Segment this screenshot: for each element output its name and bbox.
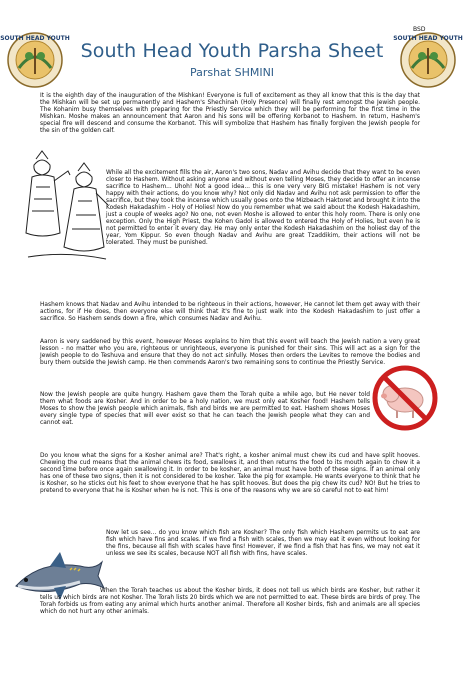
logo-text-left: SOUTH HEAD YOUTH [0, 35, 70, 42]
priests-illustration [20, 147, 112, 265]
paragraph-kosher-food: Now the Jewish people are quite hungry. Hashem gave them the Torah quite a while ago, but He never told them what foods are Kosher. And in order to be a holy nation, we must only eat Kosher food! Hashem tells Moses to show the Jewish people which animals, fish and birds we are permitted to eat. Hashem shows Moses every single type of species that will ever exist so that he can teach the Jewish people what they can and cannot eat. [40, 392, 370, 427]
paragraph-kosher-animals: Do you know what the signs for a Kosher animal are? That's right, a kosher animal must chew its cud and have split hooves. Chewing the cud means that the animal chews its food, swallows it, and then returns the food to its mouth again to chew it a second time before once again swallowing it. In order to be kosher, an animal must have both of these signs. If an animal only has one of these two signs, then it is not considered to be kosher. Take the pig for example. He wants everyone to think that he is Kosher, so he sticks out his feet to show everyone that he has split hooves. But does the pig chew its cud? NO! But he tries to pretend to everyone that he is Kosher when he is not. This is one of the reasons why we are so careful not to eat him! [40, 453, 420, 495]
page-title: South Head Youth Parsha Sheet [80, 40, 384, 62]
no-pig-icon [371, 364, 439, 432]
paragraph-nadav-avihu: While all the excitement fills the air, Aaron's two sons, Nadav and Avihu decide that they want to be even closer to Hashem. Without asking anyone and without even telling Moses, they decide to offer an incense sacrifice to Hashem... Uhoh! Not a good idea... this is one very very BIG mistake! Hashem is not very happy with their actions, do you know why? Not only did Nadav and Avihu not ask permission to offer the sacrifice, but they took the incense which usually goes onto the Mizbeach Haktoret and brought it into the Kodesh Hakadashim - Holy of Holies! Now do you remember what we said about the Kodesh Hakadashim, just a couple of weeks ago? No one, not even Moshe is allowed to enter this holy room. There is only one exception. Only the High Priest, the Kohen Gadol is allowed to entered the Holy of Holies, but even he is not permitted to enter it every day. He may only enter the Kodesh Hakadashim on the holiest day of the year, Yom Kippur. So even though Nadav and Avihu are great Tzaddikim, their actions will not be tolerated. They must be punished. [106, 170, 420, 247]
logo-text-right: SOUTH HEAD YOUTH [393, 35, 463, 42]
paragraph-punishment: Hashem knows that Nadav and Avihu intended to be righteous in their actions, however, He cannot let them get away with their actions, for if He does, then everyone else will think that it's fine to just walk into the Kodesh Hakadashim to just offer a sacrifice. So Hashem sends down a fire, which consumes Nadav and Avihu. [40, 302, 420, 323]
bsd-mark: BSD [413, 26, 426, 33]
paragraph-lesson: Aaron is very saddened by this event, however Moses explains to him that this event will teach the Jewish nation a very great lesson - no matter who you are, righteous or unrighteous, everyone is punished for their sins. This will act as a sign for the Jewish people to do Teshuva and ensure that they do not act sinfully. Moses then orders the Levites to remove the bodies and bury them outside the Jewish camp. He then commends Aaron's two remaining sons to continue the Priestly Service. [40, 339, 420, 367]
paragraph-kosher-fish: Now let us see... do you know which fish are Kosher? The only fish which Hashem permits us to eat are fish which have fins and scales. If we find a fish with scales, then we may eat it even without looking for the fins, because all fish with scales have fins! However, if we find a fish that has fins, we may not eat it unless we see its scales, because NOT all fish with fins, have scales. [106, 530, 420, 558]
paragraph-kosher-birds: When the Torah teaches us about the Kosher birds, it does not tell us which birds are Kosher, but rather it tells us which birds are not Kosher. The Torah lists 20 birds which we are not permitted to eat. These birds are birds of prey. The Torah forbids us from eating any animal which hurts another animal. Therefore all Kosher birds, fish and animals are all species which do not hurt any other animals. [40, 588, 420, 616]
paragraph-intro: It is the eighth day of the inauguration of the Mishkan! Everyone is full of excitement as they all know that this is the day that the Mishkan will be set up permanently and Hashem's Shechinah (Holy Presence) will finally rest amongst the Jewish people. The Kohanim busy themselves with preparing for the Priestly Service which they will be performing for the first time in the Mishkan. Moshe makes an announcement that Aaron and his sons will be offering Korbanot to Hashem. In return, Hashem's special fire will descend and consume the Korbanot. This will symbolize that Hashem has finally forgiven the Jewish people for the sin of the golden calf. [40, 93, 420, 135]
parsha-subtitle: Parshat SHMINI [189, 66, 275, 79]
